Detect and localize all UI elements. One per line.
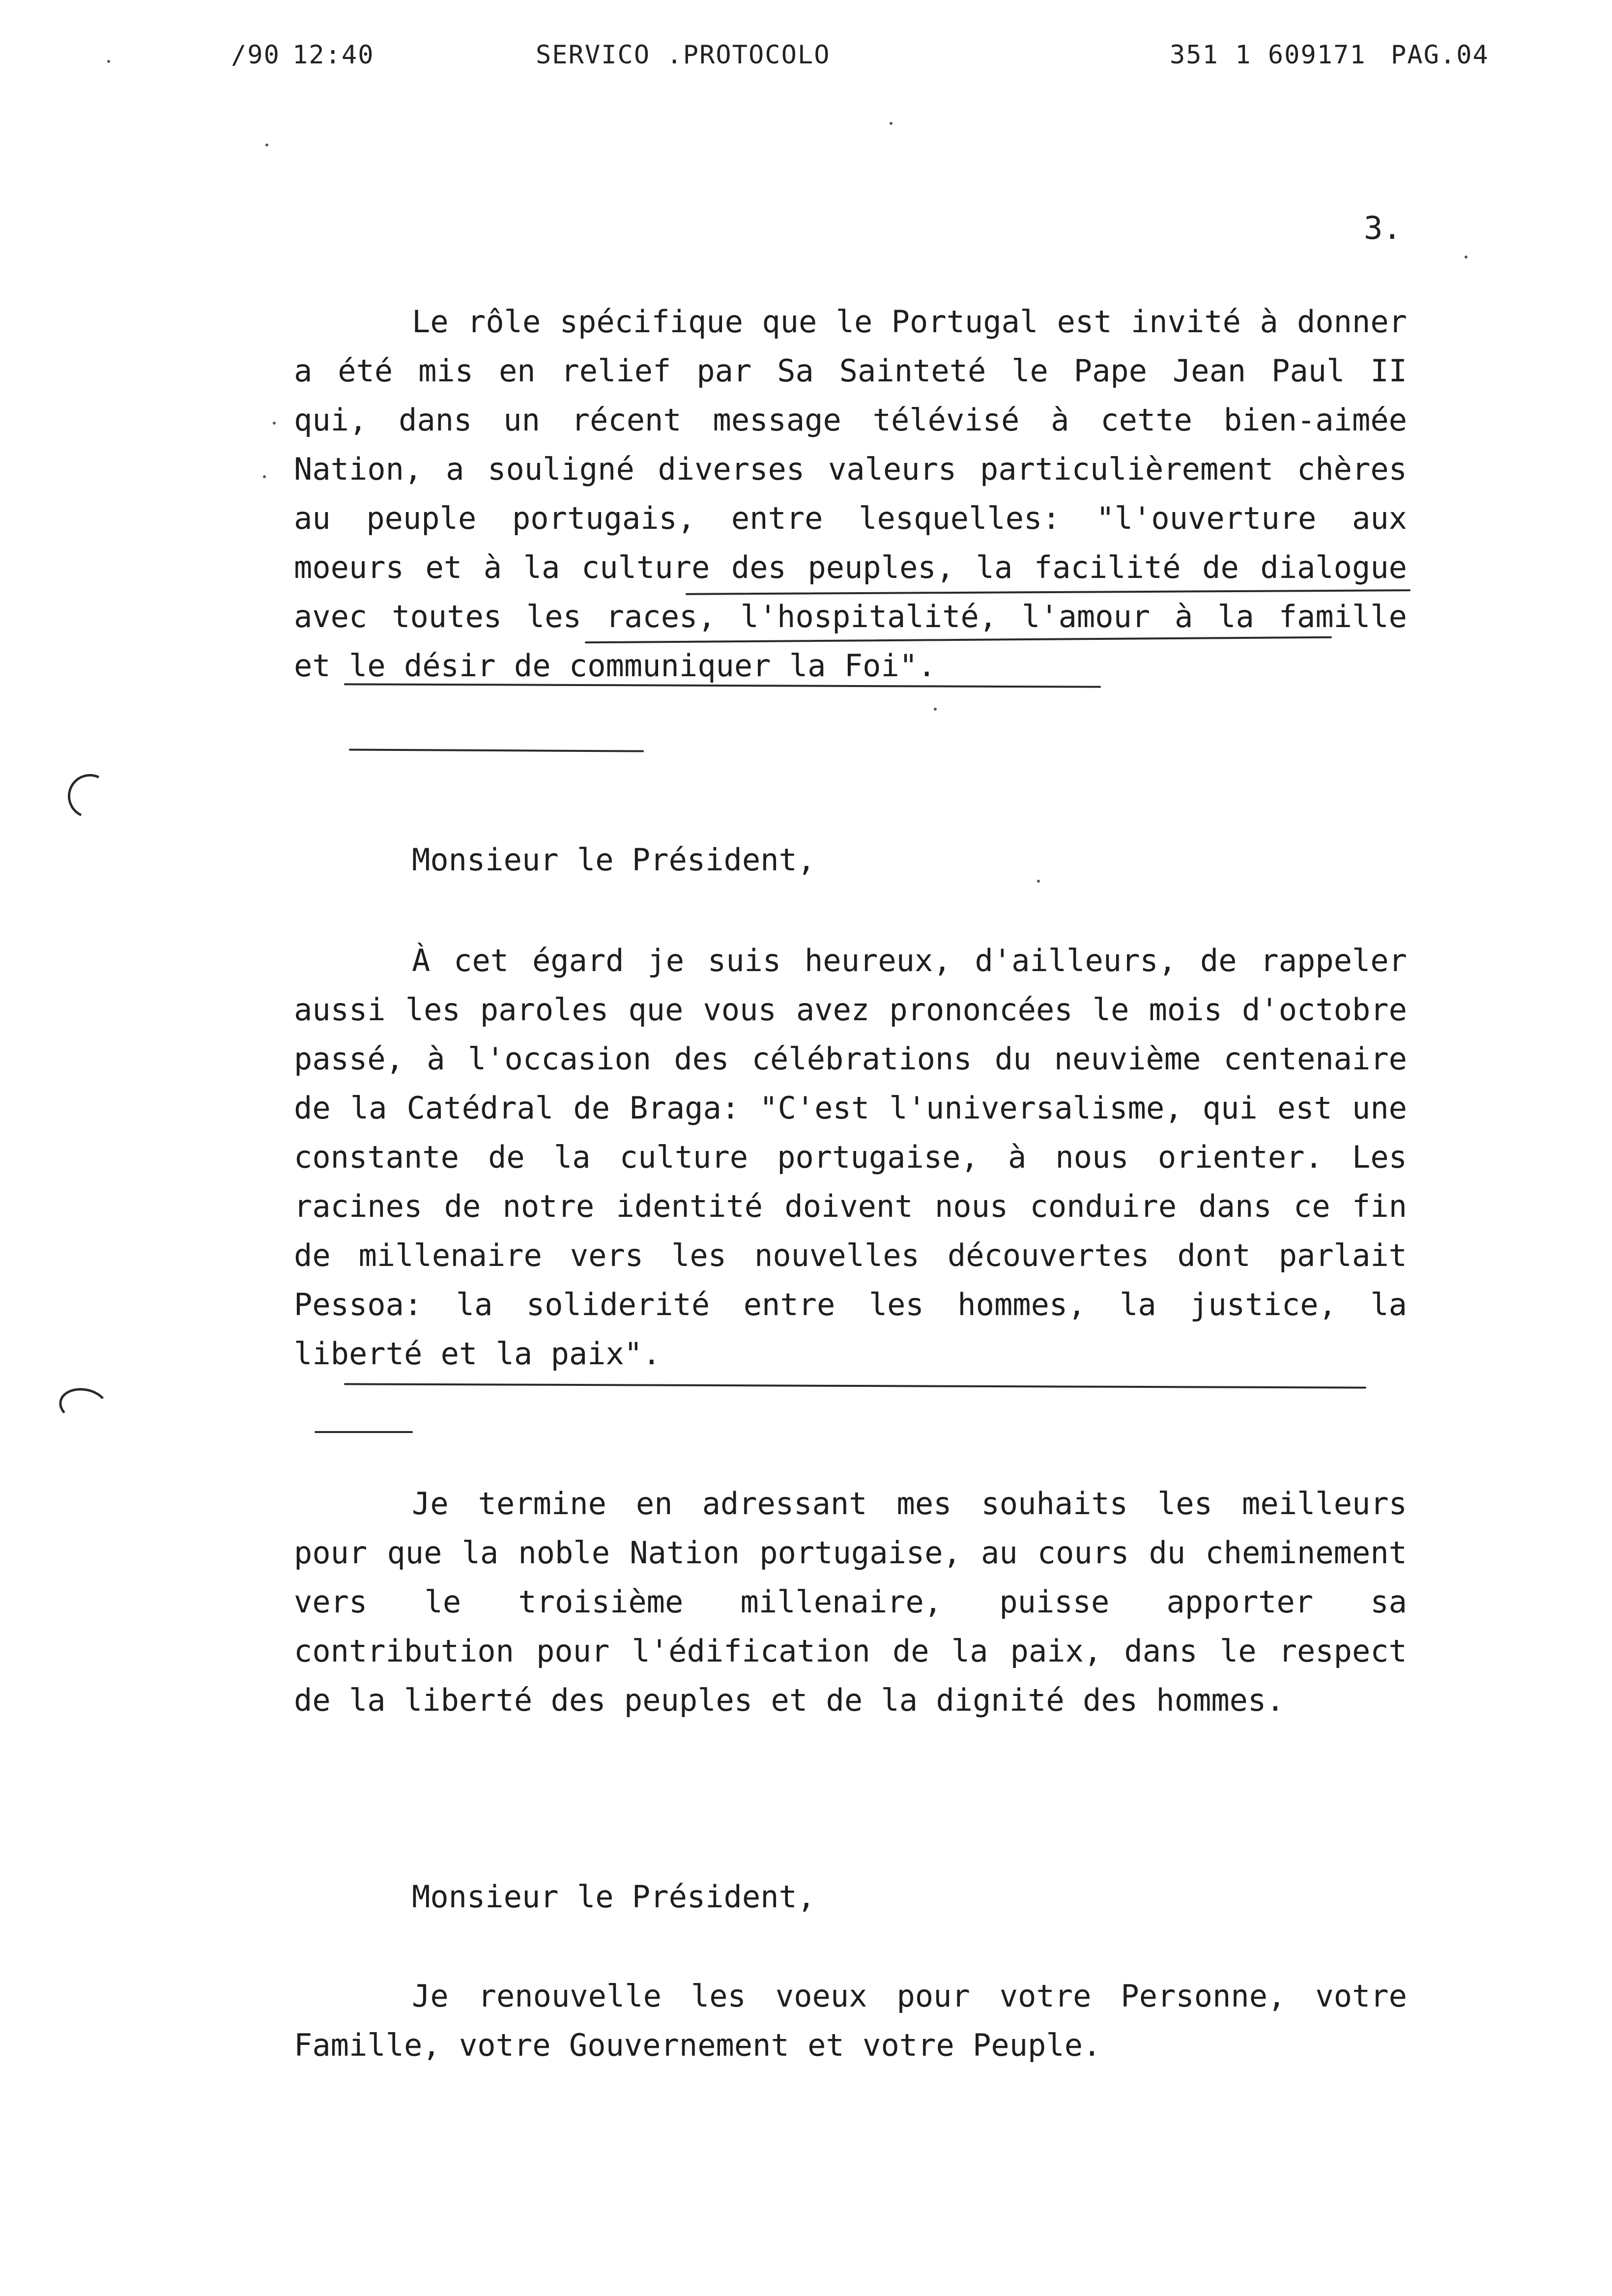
fax-speck bbox=[263, 475, 266, 478]
fax-speck bbox=[934, 708, 937, 711]
handwritten-underline bbox=[349, 748, 644, 752]
fax-speck bbox=[890, 122, 892, 125]
fax-page: PAG.04 bbox=[1391, 40, 1489, 70]
fax-sender: SERVICO .PROTOCOLO bbox=[536, 40, 831, 70]
handwritten-underline bbox=[344, 1383, 1366, 1388]
page-number: 3. bbox=[1364, 210, 1402, 247]
fax-speck bbox=[273, 422, 276, 425]
fax-header bbox=[0, 40, 1612, 80]
paragraph-closing-wishes bbox=[294, 1479, 1407, 1725]
fax-speck bbox=[107, 60, 110, 63]
paragraph-text: À cet égard je suis heureux, d'ailleurs, de rappeler aussi les paroles que vous avez prononcées le mois d'octobre passé, à l'occasion des célébrations du neuvième centenaire de la Catédral de Braga: "C'est l'universalisme, qui est une constante de la culture portugaise, à nous orienter. Les racines de notre identité doivent nous conduire dans ce fin de millenaire vers les nouvelles découvertes dont parlait Pessoa: la soliderité entre les hommes, la justice, la liberté et la paix". bbox=[294, 943, 1407, 1372]
fax-date: /90 bbox=[231, 40, 280, 70]
paragraph-braga-speech bbox=[294, 936, 1407, 1378]
salutation: Monsieur le Président, bbox=[412, 842, 816, 878]
paragraph-text: Je termine en adressant mes souhaits les meilleurs pour que la noble Nation portugaise, au cours du cheminement vers le troisième millenaire, puisse apporter sa contribution pour l'édification de la paix, dans le respect de la liberté des peuples et de la dignité des hommes. bbox=[294, 1486, 1407, 1718]
paragraph-pope-message bbox=[294, 297, 1407, 690]
fax-speck bbox=[1037, 880, 1040, 883]
fax-time: 12:40 bbox=[292, 40, 374, 70]
paragraph-renewed-wishes bbox=[294, 1972, 1407, 2070]
fax-speck bbox=[1465, 256, 1468, 258]
handwritten-underline bbox=[315, 1431, 413, 1433]
paragraph-text: Le rôle spécifique que le Portugal est invité à donner a été mis en relief par Sa Sainteté le Pape Jean Paul II qui, dans un récent message télévisé à cette bien-aimée Nation, a souligné diverses valeurs particulièrement chères au peuple portugais, entre lesquelles: "l'ouverture aux moeurs et à la culture des peuples, la facilité de dialogue avec toutes les races, l'hospitalité, l'amour à la famille et le désir de communiquer la Foi". bbox=[294, 304, 1407, 684]
fax-speck bbox=[265, 144, 268, 146]
salutation: Monsieur le Président, bbox=[412, 1879, 816, 1915]
fax-number: 351 1 609171 bbox=[1170, 40, 1366, 70]
margin-bracket-mark bbox=[57, 1384, 111, 1427]
margin-bracket-mark bbox=[61, 768, 118, 824]
paragraph-text: Je renouvelle les voeux pour votre Personne, votre Famille, votre Gouvernement et votre Peuple. bbox=[294, 1978, 1407, 2063]
